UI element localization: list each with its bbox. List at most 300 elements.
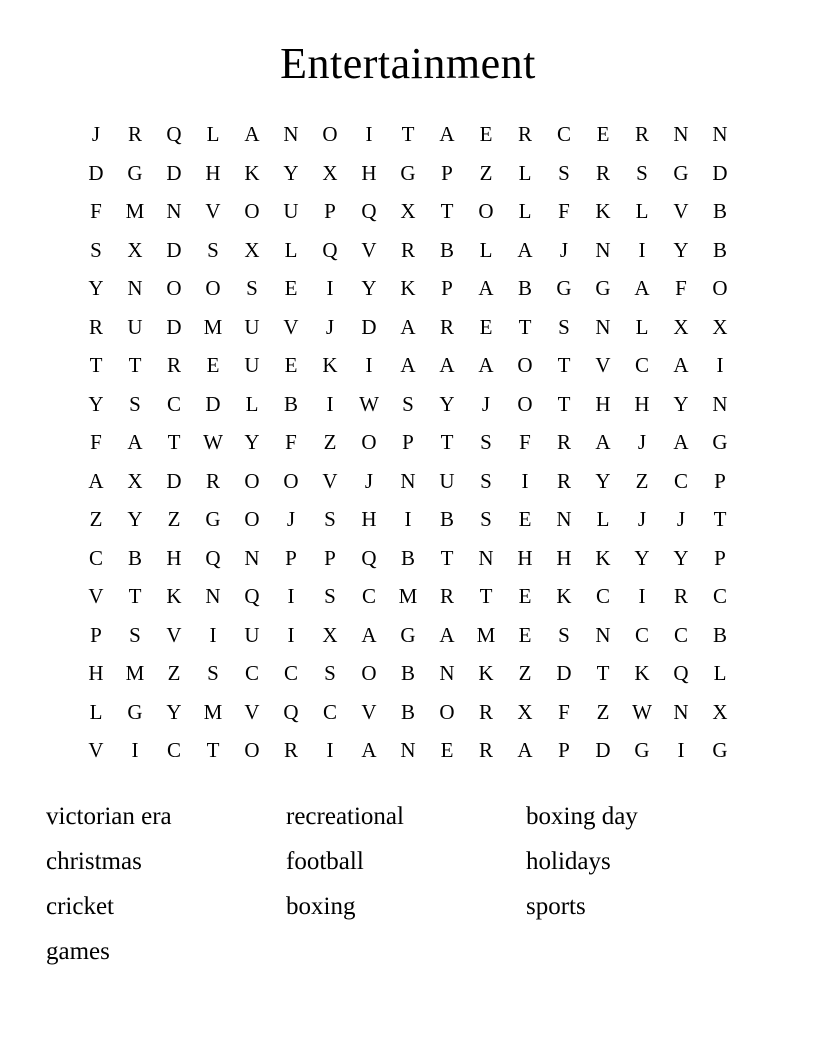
letter-cell: I	[521, 468, 529, 493]
letter-cell: T	[440, 430, 454, 454]
letter-cell: B	[712, 237, 727, 262]
letter-cell: Y	[361, 276, 377, 300]
letter-cell: O	[166, 276, 182, 300]
letter-cell: E	[479, 314, 493, 339]
letter-cell: J	[91, 122, 101, 146]
word-list-item: christmas	[46, 847, 142, 875]
letter-cell: N	[673, 699, 689, 724]
letter-cell: M	[476, 622, 496, 647]
letter-cell: N	[595, 237, 611, 262]
letter-grid-container	[0, 115, 816, 770]
letter-cell: Y	[673, 545, 689, 570]
letter-cell: Z	[167, 661, 181, 685]
letter-cell: V	[283, 314, 299, 339]
letter-cell: T	[206, 738, 220, 762]
letter-cell: S	[129, 391, 141, 416]
letter-cell: Q	[361, 545, 377, 570]
letter-cell: M	[125, 199, 145, 223]
letter-cell: C	[673, 468, 688, 493]
letter-cell: N	[127, 276, 143, 300]
letter-cell: Z	[518, 661, 532, 685]
letter-cell: H	[556, 545, 572, 570]
letter-cell: A	[478, 276, 494, 300]
letter-cell: C	[166, 738, 181, 762]
letter-cell: Z	[323, 430, 337, 454]
letter-cell: G	[673, 160, 689, 185]
letter-cell: Y	[439, 391, 455, 416]
letter-cell: C	[556, 122, 571, 146]
letter-cell: T	[128, 584, 142, 608]
letter-cell: C	[244, 661, 259, 685]
letter-cell: P	[714, 468, 726, 493]
letter-cell: V	[88, 584, 104, 608]
letter-cell: E	[284, 276, 298, 300]
letter-cell: X	[322, 160, 338, 185]
word-list-item: boxing	[286, 892, 356, 920]
letter-cell: S	[480, 430, 492, 454]
letter-cell: T	[440, 545, 454, 570]
letter-cell: R	[634, 122, 649, 146]
word-list-item: sports	[526, 892, 586, 920]
letter-cell: S	[480, 507, 492, 531]
letter-cell: J	[559, 237, 569, 262]
letter-cell: A	[127, 430, 143, 454]
letter-cell: B	[439, 237, 454, 262]
letter-cell: P	[324, 199, 336, 223]
letter-cell: Y	[88, 391, 104, 416]
letter-cell: P	[441, 160, 453, 185]
page-title: Entertainment	[280, 39, 536, 88]
letter-grid-row	[77, 693, 740, 732]
letter-cell: G	[205, 507, 221, 531]
letter-cell: O	[205, 276, 221, 300]
letter-cell: G	[400, 622, 416, 647]
letter-cell: R	[439, 314, 454, 339]
letter-cell: K	[595, 199, 611, 223]
letter-cell: C	[634, 353, 649, 377]
letter-cell: J	[637, 430, 647, 454]
letter-cell: I	[677, 738, 685, 762]
letter-cell: G	[712, 430, 728, 454]
letter-cell: S	[324, 507, 336, 531]
letter-cell: K	[556, 584, 572, 608]
letter-cell: N	[712, 122, 728, 146]
letter-cell: C	[88, 545, 103, 570]
letter-cell: R	[400, 237, 415, 262]
letter-cell: B	[439, 507, 454, 531]
letter-cell: S	[324, 584, 336, 608]
letter-cell: Y	[634, 545, 650, 570]
letter-cell: T	[89, 353, 103, 377]
letter-cell: Y	[166, 699, 182, 724]
letter-cell: V	[244, 699, 260, 724]
letter-cell: A	[400, 353, 416, 377]
letter-cell: G	[712, 738, 728, 762]
letter-cell: T	[557, 391, 571, 416]
letter-cell: I	[365, 122, 373, 146]
letter-cell: B	[400, 545, 415, 570]
letter-cell: O	[244, 507, 260, 531]
letter-cell: G	[595, 276, 611, 300]
letter-cell: S	[636, 160, 648, 185]
letter-cell: N	[244, 545, 260, 570]
letter-cell: D	[556, 661, 572, 685]
letter-cell: X	[517, 699, 533, 724]
letter-grid-row	[77, 231, 740, 270]
letter-cell: O	[361, 430, 377, 454]
letter-cell: C	[712, 584, 727, 608]
letter-cell: C	[595, 584, 610, 608]
letter-cell: Q	[166, 122, 182, 146]
letter-cell: L	[89, 699, 103, 724]
letter-cell: O	[478, 199, 494, 223]
letter-cell: L	[713, 661, 727, 685]
letter-cell: N	[400, 738, 416, 762]
letter-cell: H	[361, 160, 377, 185]
letter-cell: O	[244, 199, 260, 223]
letter-cell: S	[129, 622, 141, 647]
letter-cell: Q	[361, 199, 377, 223]
letter-cell: O	[244, 468, 260, 493]
letter-cell: L	[635, 199, 649, 223]
letter-cell: B	[712, 199, 727, 223]
letter-cell: L	[518, 199, 532, 223]
letter-cell: F	[519, 430, 531, 454]
letter-cell: H	[517, 545, 533, 570]
letter-cell: Z	[479, 160, 493, 185]
letter-cell: H	[88, 661, 104, 685]
letter-cell: D	[595, 738, 611, 762]
letter-cell: A	[88, 468, 104, 493]
letter-cell: N	[283, 122, 299, 146]
letter-cell: A	[673, 430, 689, 454]
letter-cell: T	[128, 353, 142, 377]
letter-cell: S	[207, 237, 219, 262]
letter-grid	[77, 115, 740, 770]
letter-cell: Y	[127, 507, 143, 531]
letter-grid-row	[77, 346, 740, 385]
letter-cell: Y	[595, 468, 611, 493]
letter-cell: Y	[283, 160, 299, 185]
letter-cell: T	[401, 122, 415, 146]
letter-grid-row	[77, 654, 740, 693]
letter-cell: I	[326, 276, 334, 300]
letter-cell: E	[518, 507, 532, 531]
letter-cell: V	[595, 353, 611, 377]
letter-cell: W	[632, 699, 652, 724]
letter-cell: F	[90, 199, 102, 223]
letter-cell: P	[324, 545, 336, 570]
letter-cell: O	[244, 738, 260, 762]
letter-cell: D	[166, 160, 182, 185]
letter-cell: D	[88, 160, 104, 185]
letter-grid-row	[77, 269, 740, 308]
letter-cell: O	[361, 661, 377, 685]
letter-cell: V	[205, 199, 221, 223]
letter-cell: A	[400, 314, 416, 339]
letter-cell: V	[322, 468, 338, 493]
word-list-column-1	[46, 794, 286, 974]
letter-cell: O	[517, 353, 533, 377]
letter-grid-row	[77, 731, 740, 770]
letter-cell: X	[712, 314, 728, 339]
letter-cell: R	[88, 314, 103, 339]
letter-cell: C	[361, 584, 376, 608]
letter-cell: R	[283, 738, 298, 762]
letter-cell: B	[127, 545, 142, 570]
letter-cell: R	[439, 584, 454, 608]
letter-cell: Z	[167, 507, 181, 531]
letter-cell: E	[518, 622, 532, 647]
letter-cell: R	[478, 699, 493, 724]
letter-cell: R	[205, 468, 220, 493]
letter-cell: H	[166, 545, 182, 570]
letter-cell: R	[517, 122, 532, 146]
letter-cell: X	[127, 468, 143, 493]
letter-cell: U	[439, 468, 455, 493]
letter-cell: E	[206, 353, 220, 377]
letter-cell: E	[518, 584, 532, 608]
letter-cell: Z	[89, 507, 103, 531]
letter-cell: K	[634, 661, 650, 685]
word-list-item: victorian era	[46, 802, 172, 830]
letter-cell: Q	[283, 699, 299, 724]
word-list-item: recreational	[286, 802, 404, 830]
letter-cell: T	[596, 661, 610, 685]
letter-cell: I	[404, 507, 412, 531]
letter-cell: B	[400, 661, 415, 685]
letter-cell: I	[326, 391, 334, 416]
letter-cell: Q	[244, 584, 260, 608]
letter-cell: Q	[673, 661, 689, 685]
letter-cell: V	[88, 738, 104, 762]
letter-cell: S	[480, 468, 492, 493]
letter-cell: H	[361, 507, 377, 531]
letter-cell: F	[558, 199, 570, 223]
letter-cell: N	[166, 199, 182, 223]
letter-cell: D	[361, 314, 377, 339]
letter-cell: P	[285, 545, 297, 570]
letter-cell: D	[205, 391, 221, 416]
letter-cell: K	[244, 160, 260, 185]
letter-cell: K	[322, 353, 338, 377]
letter-cell: R	[556, 430, 571, 454]
letter-cell: I	[131, 738, 139, 762]
letter-cell: X	[322, 622, 338, 647]
letter-cell: I	[365, 353, 373, 377]
letter-cell: N	[478, 545, 494, 570]
letter-cell: M	[203, 699, 223, 724]
letter-cell: S	[402, 391, 414, 416]
letter-cell: G	[556, 276, 572, 300]
letter-cell: R	[127, 122, 142, 146]
letter-grid-row	[77, 500, 740, 539]
letter-cell: W	[359, 391, 379, 416]
letter-cell: R	[595, 160, 610, 185]
letter-cell: J	[325, 314, 335, 339]
letter-cell: A	[634, 276, 650, 300]
letter-grid-row	[77, 577, 740, 616]
letter-cell: J	[676, 507, 686, 531]
letter-cell: T	[713, 507, 727, 531]
letter-cell: I	[287, 584, 295, 608]
letter-cell: O	[283, 468, 299, 493]
letter-cell: L	[596, 507, 610, 531]
word-list-column-3	[526, 794, 766, 929]
letter-cell: E	[284, 353, 298, 377]
letter-cell: P	[90, 622, 102, 647]
letter-cell: R	[478, 738, 493, 762]
letter-cell: L	[635, 314, 649, 339]
word-list-column-2	[286, 794, 526, 929]
word-list	[0, 794, 816, 974]
letter-cell: A	[361, 738, 377, 762]
letter-cell: Y	[673, 237, 689, 262]
letter-cell: S	[90, 237, 102, 262]
letter-cell: U	[244, 314, 260, 339]
letter-cell: O	[322, 122, 338, 146]
letter-cell: F	[90, 430, 102, 454]
letter-cell: B	[283, 391, 298, 416]
letter-cell: Y	[244, 430, 260, 454]
letter-cell: M	[203, 314, 223, 339]
letter-cell: O	[439, 699, 455, 724]
letter-cell: K	[400, 276, 416, 300]
letter-cell: B	[712, 622, 727, 647]
letter-grid-row	[77, 462, 740, 501]
letter-cell: A	[517, 237, 533, 262]
letter-cell: L	[206, 122, 220, 146]
letter-grid-row	[77, 192, 740, 231]
letter-cell: L	[284, 237, 298, 262]
letter-cell: B	[517, 276, 532, 300]
letter-cell: O	[517, 391, 533, 416]
letter-cell: K	[595, 545, 611, 570]
letter-cell: L	[518, 160, 532, 185]
word-list-item: games	[46, 937, 110, 965]
letter-cell: D	[166, 468, 182, 493]
letter-cell: T	[557, 353, 571, 377]
letter-cell: N	[712, 391, 728, 416]
letter-cell: A	[439, 122, 455, 146]
letter-cell: A	[439, 353, 455, 377]
letter-cell: H	[634, 391, 650, 416]
letter-cell: F	[675, 276, 687, 300]
letter-grid-row	[77, 308, 740, 347]
letter-grid-row	[77, 385, 740, 424]
letter-cell: B	[400, 699, 415, 724]
letter-cell: C	[634, 622, 649, 647]
letter-cell: Z	[596, 699, 610, 724]
letter-cell: S	[246, 276, 258, 300]
letter-cell: L	[479, 237, 493, 262]
letter-grid-row	[77, 423, 740, 462]
letter-cell: I	[287, 622, 295, 647]
letter-cell: U	[127, 314, 143, 339]
letter-cell: H	[205, 160, 221, 185]
letter-cell: T	[440, 199, 454, 223]
letter-cell: S	[207, 661, 219, 685]
letter-cell: U	[244, 353, 260, 377]
letter-cell: N	[595, 622, 611, 647]
letter-cell: E	[596, 122, 610, 146]
letter-cell: P	[402, 430, 414, 454]
letter-cell: H	[595, 391, 611, 416]
letter-cell: E	[479, 122, 493, 146]
word-list-item: cricket	[46, 892, 115, 920]
letter-cell: I	[638, 584, 646, 608]
letter-cell: N	[673, 122, 689, 146]
letter-cell: D	[712, 160, 728, 185]
letter-cell: I	[326, 738, 334, 762]
letter-cell: R	[166, 353, 181, 377]
letter-cell: A	[517, 738, 533, 762]
letter-cell: X	[673, 314, 689, 339]
word-list-item: boxing day	[526, 802, 638, 830]
letter-cell: V	[166, 622, 182, 647]
letter-cell: U	[283, 199, 299, 223]
letter-cell: N	[439, 661, 455, 685]
letter-cell: X	[127, 237, 143, 262]
letter-cell: A	[361, 622, 377, 647]
letter-cell: S	[324, 661, 336, 685]
letter-cell: T	[518, 314, 532, 339]
letter-cell: A	[439, 622, 455, 647]
letter-cell: N	[205, 584, 221, 608]
letter-cell: F	[558, 699, 570, 724]
word-list-item: holidays	[526, 847, 611, 875]
letter-cell: G	[127, 699, 143, 724]
letter-cell: P	[441, 276, 453, 300]
letter-cell: F	[285, 430, 297, 454]
letter-cell: Y	[673, 391, 689, 416]
letter-cell: I	[638, 237, 646, 262]
letter-cell: M	[125, 661, 145, 685]
letter-cell: N	[556, 507, 572, 531]
letter-cell: V	[673, 199, 689, 223]
letter-cell: R	[673, 584, 688, 608]
letter-cell: N	[400, 468, 416, 493]
letter-cell: X	[712, 699, 728, 724]
letter-cell: A	[595, 430, 611, 454]
letter-cell: T	[167, 430, 181, 454]
letter-cell: A	[244, 122, 260, 146]
letter-cell: O	[712, 276, 728, 300]
letter-cell: X	[400, 199, 416, 223]
letter-cell: Q	[322, 237, 338, 262]
letter-grid-row	[77, 539, 740, 578]
letter-cell: S	[558, 622, 570, 647]
letter-grid-row	[77, 616, 740, 655]
letter-grid-row	[77, 154, 740, 193]
letter-cell: D	[166, 314, 182, 339]
letter-cell: K	[478, 661, 494, 685]
letter-cell: J	[364, 468, 374, 493]
letter-cell: T	[479, 584, 493, 608]
letter-cell: N	[595, 314, 611, 339]
letter-cell: G	[634, 738, 650, 762]
letter-cell: R	[556, 468, 571, 493]
letter-cell: S	[558, 314, 570, 339]
letter-cell: J	[637, 507, 647, 531]
letter-cell: K	[166, 584, 182, 608]
letter-cell: E	[440, 738, 454, 762]
letter-cell: V	[361, 237, 377, 262]
letter-cell: X	[244, 237, 260, 262]
letter-cell: U	[244, 622, 260, 647]
letter-cell: G	[127, 160, 143, 185]
letter-cell: D	[166, 237, 182, 262]
